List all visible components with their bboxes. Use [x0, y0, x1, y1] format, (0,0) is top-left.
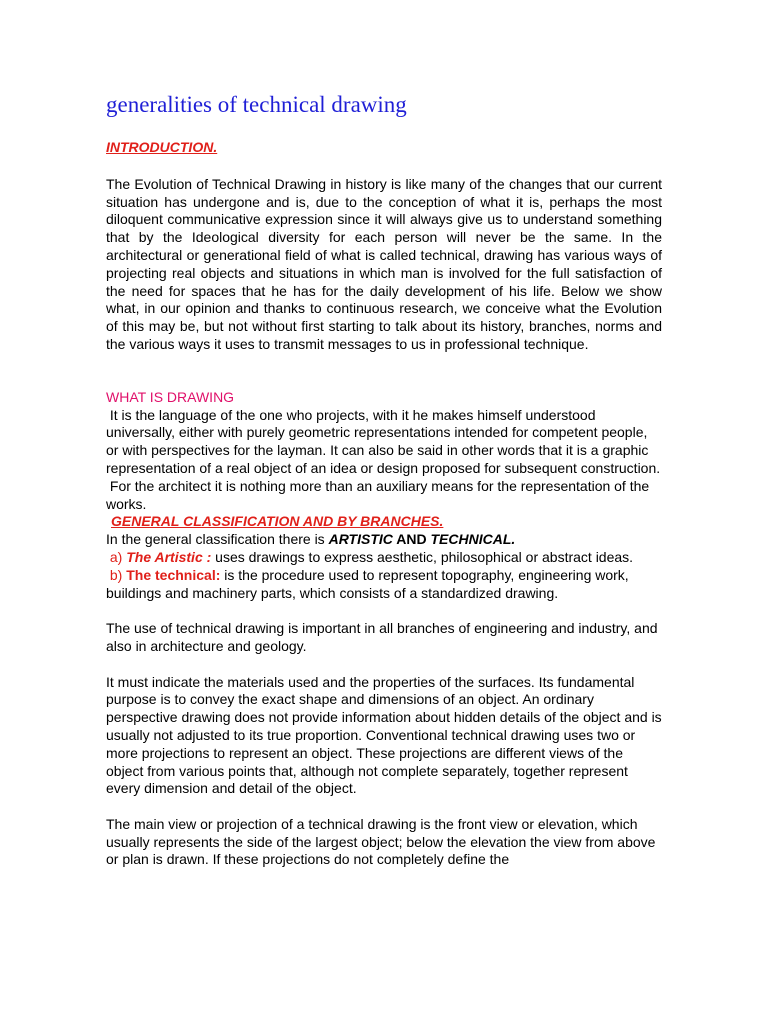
spacer — [106, 798, 662, 816]
artistic-marker: a) — [106, 548, 127, 565]
spacer — [106, 602, 662, 620]
and-keyword: AND — [392, 531, 431, 548]
artistic-text: uses drawings to express aesthetic, philosophical or abstract ideas. — [211, 548, 634, 565]
artistic-item — [106, 549, 662, 567]
technical-label: The technical: — [126, 566, 221, 583]
introduction-paragraph: The Evolution of Technical Drawing in history is like many of the changes that our current situation has undergone and is, due to the conception of what it is, perhaps the most diloquent communicative expression since it will always give us to understand something that by the Ideological diversity for each person will never be the same. In the architectural or generational field of what is called technical, drawing has various ways of projecting real objects and situations in which man is involved for the full satisfaction of the need for spaces that he has for the daily development of his life. Below we show what, in our opinion and thanks to continuous research, we conceive what the Evolution of this may be, but not without first starting to talk about its history, branches, norms and the various ways it uses to transmit messages to us in professional technique. — [106, 175, 662, 352]
artistic-keyword: ARTISTIC — [328, 531, 393, 548]
technical-keyword: TECHNICAL. — [430, 531, 516, 548]
spacer — [106, 354, 662, 389]
materials-paragraph: It must indicate the materials used and the properties of the surfaces. Its fundamental purpose is to convey the exact shape and dimensions of an object. An ordinary perspective drawing does not provide information about hidden details of the object and is usually not adjusted to its true proportion. Conventional technical drawing uses two or more projections to represent an object. These projections are different views of the object from various points that, although not complete separately, together represent every dimension and detail of the object. — [106, 673, 662, 797]
classification-intro — [106, 531, 662, 549]
introduction-heading: INTRODUCTION. — [106, 139, 218, 155]
classification-intro-text: In the general classification there is — [106, 531, 329, 548]
technical-text: is the procedure used to represent topography, engineering work, buildings and machinery parts, which consists of a standardized drawing. — [106, 566, 633, 601]
artistic-label: The Artistic : — [126, 548, 212, 565]
what-is-drawing-paragraph — [106, 407, 662, 478]
document-body — [106, 90, 662, 869]
main-view-paragraph: The main view or projection of a technical drawing is the front view or elevation, which usually represents the side of the largest object; below the elevation the view from above or plan is drawn. If these projections do not completely define the — [106, 815, 656, 868]
architect-text: For the architect it is nothing more than an auxiliary means for the representation of the works. — [106, 477, 654, 512]
spacer — [106, 656, 662, 674]
what-is-drawing-text: It is the language of the one who projects, with it he makes himself understood universally, either with purely geometric representations intended for competent people, or with perspectives for the layman. It can also be said in other words that it is a graphic representation of a real object of an idea or design proposed for subsequent construction. — [106, 406, 661, 476]
technical-marker: b) — [106, 566, 127, 583]
technical-item — [106, 567, 662, 603]
document-title: generalities of technical drawing — [106, 92, 407, 117]
classification-heading: GENERAL CLASSIFICATION AND BY BRANCHES. — [111, 513, 444, 530]
what-is-drawing-heading: WHAT IS DRAWING — [106, 388, 235, 405]
architect-paragraph — [106, 478, 662, 514]
use-paragraph: The use of technical drawing is important in all branches of engineering and industry, and also in architecture and geology. — [106, 620, 658, 654]
